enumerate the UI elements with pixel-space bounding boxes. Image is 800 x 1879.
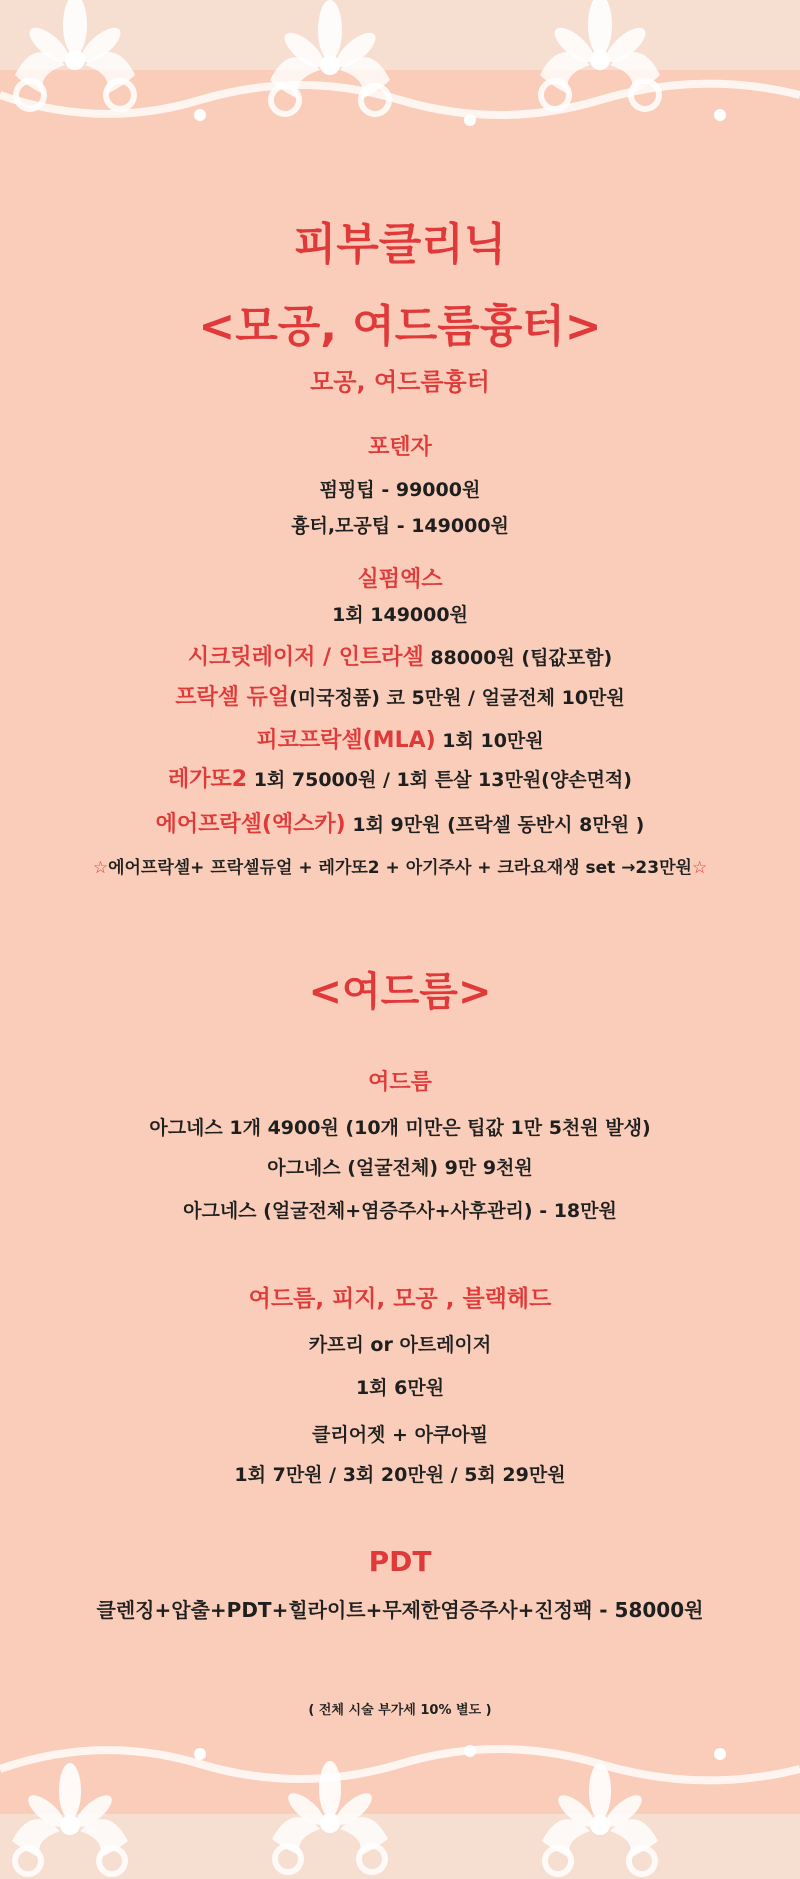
treatment-line	[0, 762, 800, 793]
pdt-item: 클렌징+압출+PDT+힐라이트+무제한염증주사+진정팩 - 58000원	[96, 1598, 704, 1622]
set-offer	[0, 853, 800, 878]
potenza-item: 흉터,모공팁 - 149000원	[291, 515, 509, 537]
silpum-heading: 실펌엑스	[357, 567, 443, 592]
lace-border-top	[0, 0, 800, 140]
potenza-item: 펌핑팁 - 99000원	[319, 479, 481, 501]
acne-item: 클리어젯 + 아쿠아필	[312, 1424, 488, 1446]
page-title: 피부클리닉	[293, 219, 507, 270]
vat-note: ( 전체 시술 부가세 10% 별도 )	[308, 1703, 492, 1718]
lace-border-bottom	[0, 1729, 800, 1879]
treatment-detail: 1회 9만원 (프락셀 동반시 8만원 )	[345, 814, 645, 836]
treatment-line	[0, 807, 800, 838]
star-icon: ☆	[92, 858, 109, 878]
treatment-line	[0, 640, 800, 671]
page-subtitle: <모공, 여드름흉터>	[198, 301, 602, 352]
potenza-heading: 포텐자	[368, 435, 432, 460]
treatment-line	[0, 723, 800, 754]
treatment-detail: 1회 10만원	[435, 730, 544, 752]
acne-group-heading: 여드름	[368, 1070, 432, 1095]
section-title: 모공, 여드름흉터	[310, 368, 490, 396]
acne-item: 아그네스 (얼굴전체+염증주사+사후관리) - 18만원	[183, 1200, 617, 1222]
set-offer-text: 에어프락셀+ 프락셀듀얼 + 레가또2 + 아기주사 + 크라요재생 set →23만원	[108, 858, 692, 878]
treatment-name: 에어프락셀(엑스카)	[155, 812, 346, 837]
acne-item: 1회 6만원	[355, 1377, 445, 1399]
pdt-heading: PDT	[368, 1545, 432, 1578]
treatment-name: 시크릿레이저 / 인트라셀	[187, 645, 424, 670]
acne-item: 아그네스 1개 4900원 (10개 미만은 팁값 1만 5천원 발생)	[149, 1117, 651, 1139]
treatment-detail: 1회 75000원 / 1회 튼살 13만원(양손면적)	[247, 769, 632, 791]
acne-heading: <여드름>	[308, 969, 492, 1015]
treatment-name: 레가또2	[168, 767, 248, 792]
treatment-name: 프락셀 듀얼	[175, 685, 290, 710]
star-icon: ☆	[691, 858, 708, 878]
treatment-line	[0, 680, 800, 711]
acne-item: 아그네스 (얼굴전체) 9만 9천원	[267, 1157, 533, 1179]
treatment-name: 피코프락셀(MLA)	[256, 728, 436, 753]
silpum-item: 1회 149000원	[332, 604, 468, 626]
acne-item: 카프리 or 아트레이저	[308, 1334, 492, 1356]
acne-group-heading: 여드름, 피지, 모공 , 블랙헤드	[248, 1286, 552, 1312]
treatment-detail: 88000원 (팁값포함)	[423, 647, 613, 669]
acne-item: 1회 7만원 / 3회 20만원 / 5회 29만원	[234, 1464, 566, 1486]
treatment-detail: (미국정품) 코 5만원 / 얼굴전체 10만원	[289, 687, 625, 709]
